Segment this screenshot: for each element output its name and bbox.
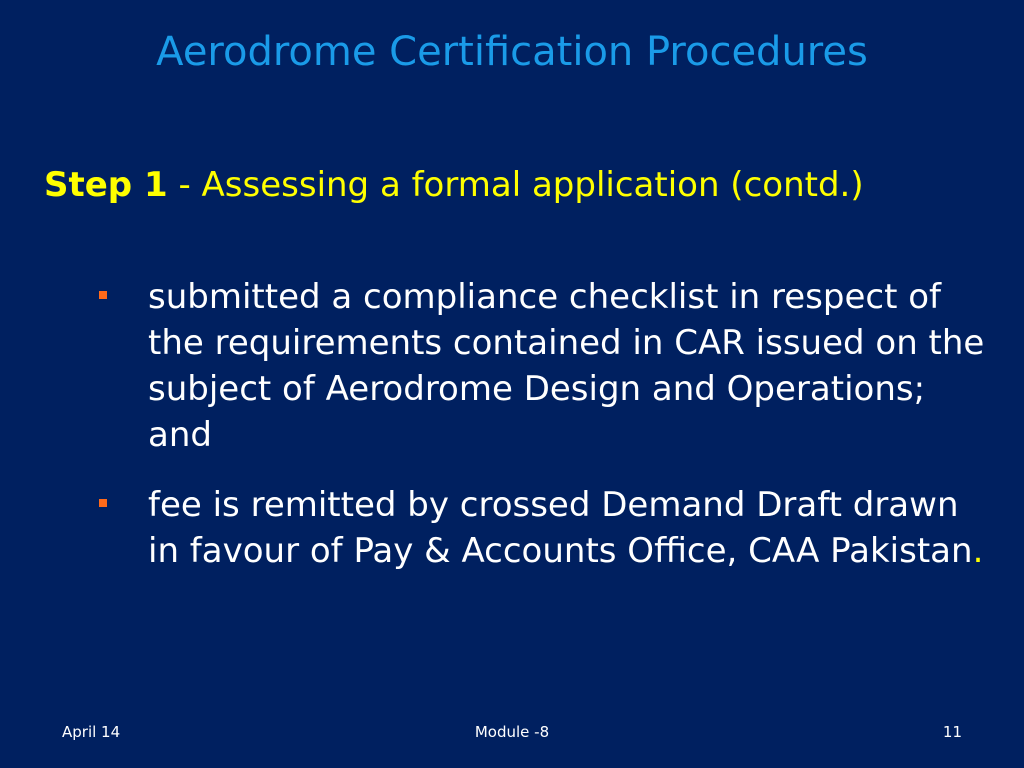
square-bullet-icon — [99, 499, 107, 507]
slide-title: Aerodrome Certification Procedures — [156, 29, 868, 75]
step-separator: - — [167, 165, 202, 205]
step-label: Step 1 — [44, 165, 168, 205]
footer-module: Module -8 — [474, 723, 550, 741]
bullet-suffix: . — [972, 531, 984, 571]
bullet-text: fee is remitted by crossed Demand Draft drawn in favour of Pay & Accounts Office, CAA Pakistan — [148, 485, 973, 571]
footer-date: April 14 — [62, 723, 121, 741]
step-heading — [44, 162, 984, 208]
footer-page-number: 11 — [942, 723, 962, 741]
bullet-text: submitted a compliance checklist in respect of the requirements contained in CAR issued on the subject of Aerodrome Design and Operations; and — [148, 277, 985, 455]
square-bullet-icon — [99, 291, 107, 299]
step-heading-text: Assessing a formal application (contd.) — [201, 165, 864, 205]
